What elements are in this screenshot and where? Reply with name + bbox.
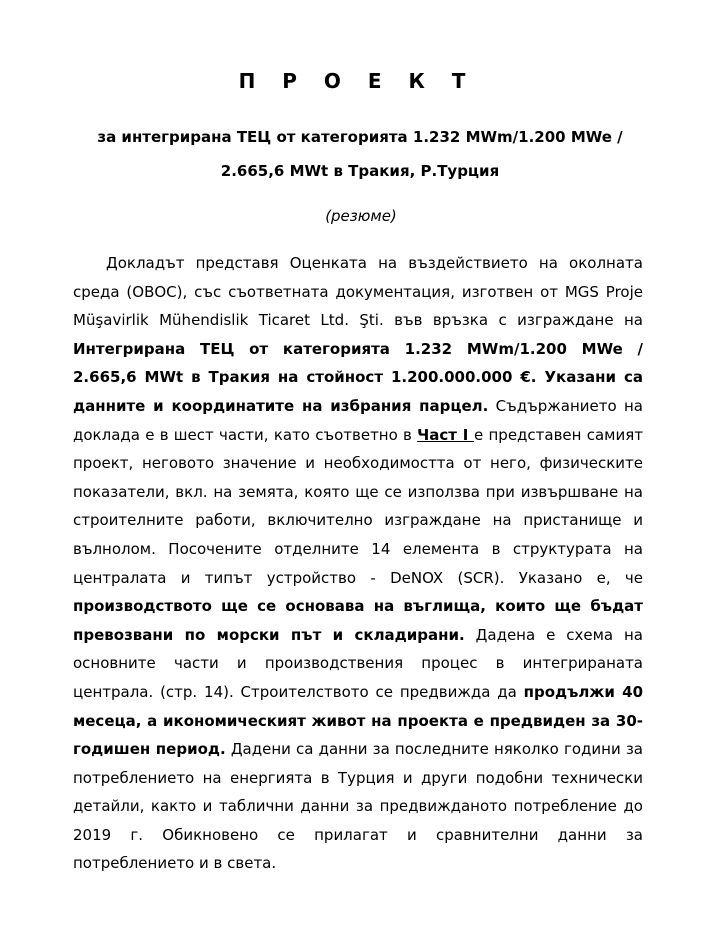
paragraph-bold-text: продължи 40 месеца, а икономическият живот на проекта е предвиден за 30-годишен период.: [73, 682, 644, 759]
summary-note: (резюме): [325, 207, 397, 225]
paragraph-text: Докладът представя Оценката на въздействието на околната среда (ОВОС), със съответната документация, изготвен от MGS Proje Müşavirlik Mühendislik Ticaret Ltd. Şti. във връзка с изграждане на: [73, 254, 643, 330]
document-title: П Р О Е К Т: [238, 69, 476, 93]
subtitle-line-1: за интегрирана ТЕЦ от категорията 1.232 MWm/1.200 MWe /: [97, 128, 623, 146]
paragraph-bold-text: производството ще се основава на въглища, които ще бъдат превозвани по морски път и складирани.: [73, 597, 643, 644]
paragraph-text: Съдържанието на доклада е в шест части, като съответно в: [73, 396, 643, 444]
subtitle-line-2: 2.665,6 MWt в Тракия, Р.Турция: [220, 162, 500, 180]
paragraph-text: Дадени са данни за последните няколко години за потреблението на енергията в Турция и други подобни технически детайли, както и таблични данни за предвижданото потребление до 2019 г. Обикновено се прилагат и сравнителни данни за потреблението и в света.: [73, 740, 644, 873]
summary-paragraph: [73, 249, 643, 878]
paragraph-underlined-text: Част I: [417, 425, 474, 444]
document-subtitle: [60, 120, 660, 188]
paragraph-bold-text: Интегрирана ТЕЦ от категорията 1.232 MWm/1.200 MWe / 2.665,6 MWt в Тракия на стойност 1.200.000.000 €. Указани са данните и координатите на избрания парцел.: [73, 339, 643, 415]
paragraph-text: е представен самият проект, неговото значение и необходимостта от него, физическите показатели, вкл. на земята, която ще се използва при извършване на строителните работи, включително изграждане на пристанище и вълнолом. Посочените отделните 14 елемента в структурата на централата и типът устройство - DeNOX (SCR). Указано е, че: [73, 425, 643, 587]
paragraph-text: Дадена е схема на основните части и производствения процес в интегрираната централа. (стр. 14). Строителството се предвижда да: [73, 625, 643, 701]
